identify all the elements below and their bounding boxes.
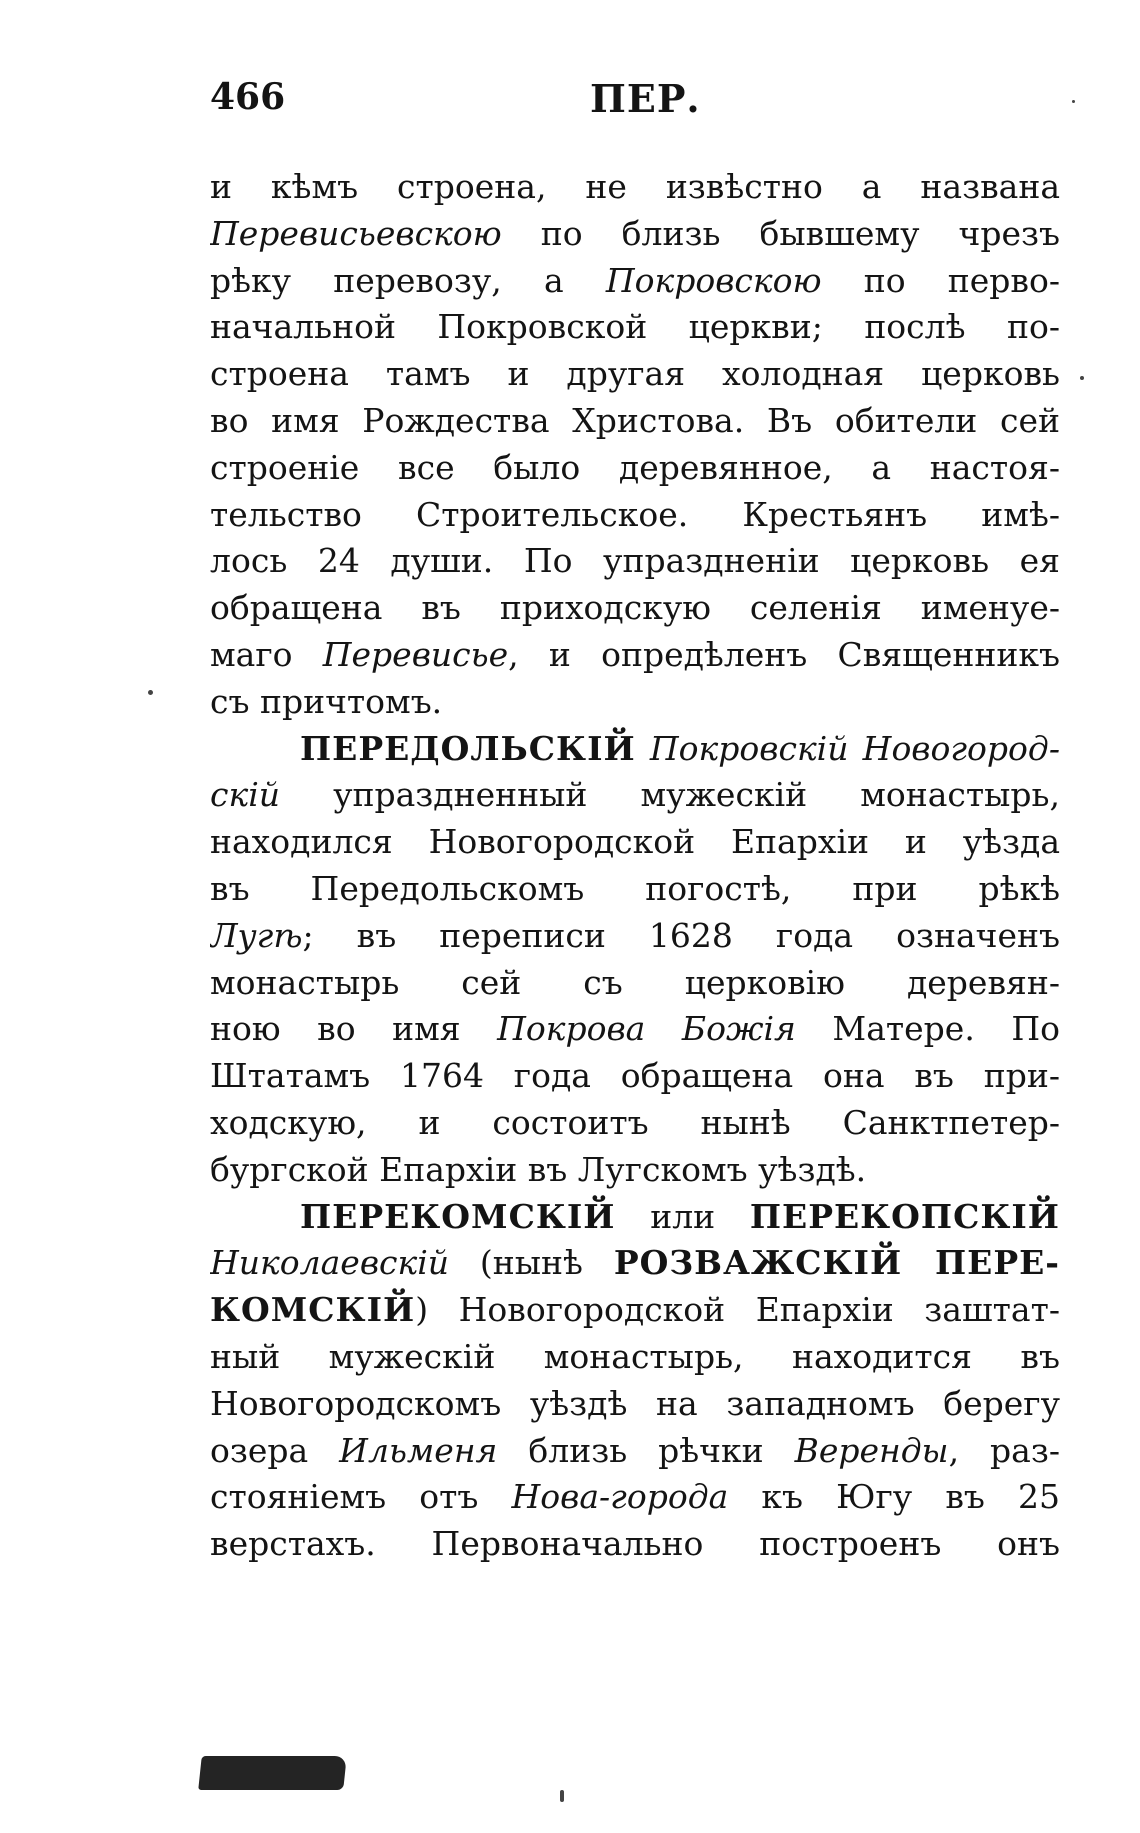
text-segment: лось 24 души. По упраздненіи церковь ея — [210, 541, 1060, 581]
text-segment: ходскую, и состоитъ нынѣ Санктпетер- — [210, 1102, 1060, 1142]
italic-phrase: Веренды — [794, 1430, 949, 1470]
italic-phrase: Покровскою — [605, 260, 822, 300]
italic-phrase: Ильменя — [339, 1430, 498, 1470]
text-segment: , и опредѣленъ Священникъ — [508, 634, 1060, 674]
page-number: 466 — [210, 76, 286, 118]
ink-speck — [1072, 100, 1075, 103]
text-segment: Новогородскомъ уѣздѣ на западномъ берегу — [210, 1383, 1060, 1423]
text-segment: бургской Епархіи въ Лугскомъ уѣздѣ. — [210, 1149, 867, 1189]
text-segment: по перво- — [821, 260, 1060, 300]
text-line — [210, 351, 1060, 398]
text-line — [210, 913, 1060, 960]
text-line — [210, 1474, 1060, 1521]
text-segment — [636, 729, 650, 768]
text-segment: монастырь сей съ церковію деревян- — [210, 962, 1060, 1002]
running-head: ПЕР. — [590, 76, 701, 121]
text-segment: строеніе все было деревянное, а настоя- — [210, 447, 1060, 487]
text-line — [210, 819, 1060, 866]
text-segment: и кѣмъ строена, не извѣстно а названа — [210, 167, 1060, 206]
body-text — [210, 164, 1060, 1568]
text-line — [210, 585, 1060, 632]
text-line — [210, 772, 1060, 819]
text-segment: въ Передольскомъ погостѣ, при рѣкѣ — [210, 868, 1060, 908]
text-segment: обращена въ приходскую селенія именуе- — [210, 588, 1060, 628]
italic-phrase: Перевисьевскою — [210, 213, 502, 253]
text-line — [210, 1521, 1060, 1568]
text-segment: ною во имя — [210, 1009, 498, 1049]
text-segment: упраздненный мужескій монастырь, — [280, 775, 1060, 815]
italic-phrase: Покровскій Новогород- — [649, 728, 1060, 768]
text-line — [210, 211, 1060, 258]
text-line — [210, 1428, 1060, 1475]
entry-headword: ПЕРЕКОМСКІЙ — [300, 1196, 616, 1236]
text-segment: или — [615, 1196, 750, 1236]
text-line — [210, 1053, 1060, 1100]
text-line — [210, 1381, 1060, 1428]
italic-phrase: Перевисье — [322, 634, 509, 674]
ink-speck — [560, 1790, 564, 1802]
text-segment: къ Югу въ 25 — [728, 1477, 1060, 1517]
text-line — [210, 1147, 1060, 1194]
text-line — [210, 960, 1060, 1007]
text-segment: находился Новогородской Епархіи и уѣзда — [210, 822, 1060, 862]
text-line — [210, 258, 1060, 305]
text-segment: озера — [210, 1430, 340, 1470]
italic-phrase: скій — [210, 775, 280, 815]
text-line — [210, 538, 1060, 585]
text-line — [210, 1100, 1060, 1147]
text-line — [210, 1194, 1060, 1241]
text-line — [210, 1334, 1060, 1381]
ink-smudge — [198, 1756, 347, 1790]
text-segment: съ причтомъ. — [210, 681, 443, 721]
text-segment: рѣку перевозу, а — [210, 260, 606, 300]
italic-phrase: Нова-города — [511, 1477, 729, 1517]
ink-speck — [1080, 376, 1084, 380]
text-segment: начальной Покровской церкви; послѣ по- — [210, 307, 1060, 347]
italic-phrase: Николаевскій — [210, 1243, 450, 1283]
page-header — [210, 76, 1060, 126]
text-segment: тельство Строительское. Крестьянъ имѣ- — [210, 494, 1060, 534]
text-line — [210, 445, 1060, 492]
text-line — [210, 866, 1060, 913]
text-segment: стояніемъ отъ — [210, 1477, 512, 1517]
text-line — [210, 492, 1060, 539]
text-line — [210, 398, 1060, 445]
text-line — [210, 726, 1060, 773]
text-line — [210, 1240, 1060, 1287]
text-segment: Матере. По — [795, 1009, 1060, 1049]
text-segment: ный мужескій монастырь, находится въ — [210, 1336, 1060, 1376]
text-segment: близь рѣчки — [497, 1430, 795, 1470]
text-line — [210, 304, 1060, 351]
text-segment: строена тамъ и другая холодная церковь — [210, 354, 1060, 394]
text-segment: ) Новогородской Епархіи заштат- — [415, 1290, 1060, 1330]
text-segment: ; въ переписи 1628 года означенъ — [302, 915, 1060, 955]
text-segment: во имя Рождества Христова. Въ обители сей — [210, 400, 1060, 440]
text-line — [210, 164, 1060, 211]
text-segment: РОЗВАЖСКІЙ ПЕРЕ- — [613, 1243, 1060, 1283]
ink-speck — [148, 690, 153, 695]
entry-headword: ПЕРЕКОПСКІЙ — [749, 1196, 1060, 1236]
text-segment: маго — [210, 634, 323, 674]
text-segment: КОМСКІЙ — [210, 1290, 416, 1330]
entry-headword: ПЕРЕДОЛЬСКІЙ — [300, 728, 636, 768]
text-line — [210, 632, 1060, 679]
text-line — [210, 679, 1060, 726]
text-segment: по близь бывшему чрезъ — [501, 213, 1060, 253]
text-segment: Штатамъ 1764 года обращена она въ при- — [210, 1056, 1060, 1096]
italic-phrase: Покрова Божія — [497, 1009, 796, 1049]
italic-phrase: Лугѣ — [210, 915, 303, 955]
text-segment: (нынѣ — [449, 1243, 614, 1283]
text-line — [210, 1006, 1060, 1053]
text-line — [210, 1287, 1060, 1334]
text-segment: , раз- — [948, 1430, 1060, 1470]
text-segment: верстахъ. Первоначально построенъ онъ — [210, 1524, 1060, 1564]
